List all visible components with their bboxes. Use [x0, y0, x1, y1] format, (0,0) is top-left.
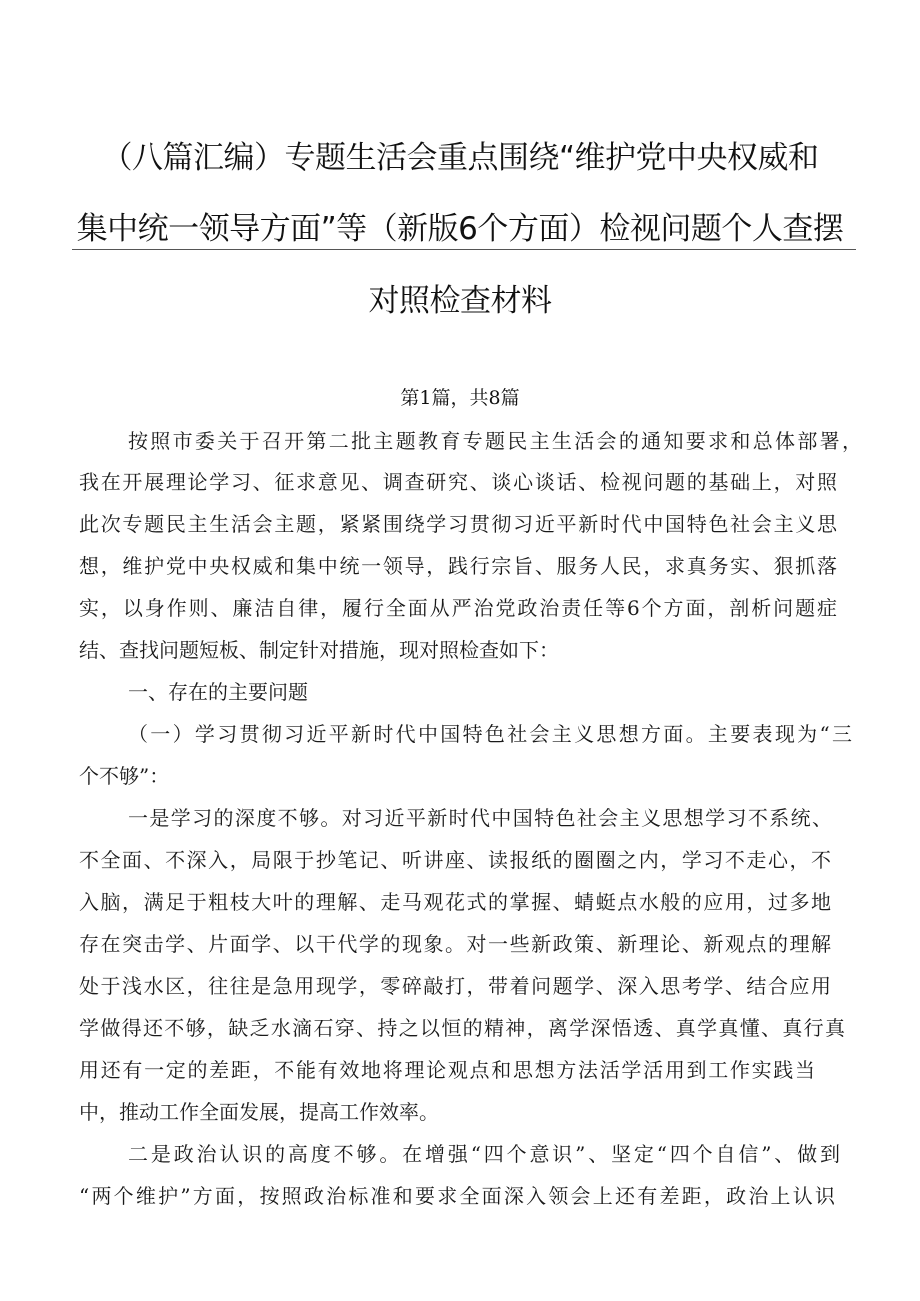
body-line: 个不够”： [79, 764, 170, 788]
subsection-heading: （一）学习贯彻习近平新时代中国特色社会主义思想方面。主要表现为“三 [128, 722, 852, 746]
body-line: 我在开展理论学习、征求意见、调查研究、谈心谈话、检视问题的基础上，对照 [79, 470, 837, 494]
title-underline-divider [72, 249, 856, 250]
body-line: 中，推动工作全面发展，提高工作效率。 [79, 1100, 439, 1124]
body-line: 实，以身作则、廉洁自律，履行全面从严治党政治责任等6个方面，剖析问题症 [79, 596, 837, 620]
document-title-line-3: 对照检查材料 [368, 283, 552, 319]
body-line: 想，维护党中央权威和集中统一领导，践行宗旨、服务人民，求真务实、狠抓落 [79, 554, 837, 578]
document-title-line-2: 集中统一领导方面”等（新版6个方面）检视问题个人查摆 [76, 211, 844, 247]
body-line: 用还有一定的差距，不能有效地将理论观点和思想方法活学活用到工作实践当 [79, 1058, 815, 1082]
body-line: 一是学习的深度不够。对习近平新时代中国特色社会主义思想学习不系统、 [128, 806, 832, 830]
body-line: 学做得还不够，缺乏水滴石穿、持之以恒的精神，离学深悟透、真学真懂、真行真 [79, 1016, 845, 1040]
body-line: “两个维护”方面，按照政治标准和要求全面深入领会上还有差距，政治上认识 [79, 1184, 835, 1208]
body-line: 按照市委关于召开第二批主题教育专题民主生活会的通知要求和总体部署， [128, 429, 862, 453]
body-line: 入脑，满足于粗枝大叶的理解、走马观花式的掌握、蜻蜓点水般的应用，过多地 [79, 890, 831, 914]
section-heading: 一、存在的主要问题 [128, 680, 308, 704]
part-indicator: 第1篇，共8篇 [400, 387, 520, 409]
body-line: 处于浅水区，往往是急用现学，零碎敲打，带着问题学、深入思考学、结合应用 [79, 974, 831, 998]
document-title-line-1: （八篇汇编）专题生活会重点围绕“维护党中央权威和 [101, 140, 819, 176]
body-line: 存在突击学、片面学、以干代学的现象。对一些新政策、新理论、新观点的理解 [79, 932, 831, 956]
body-line: 二是政治认识的高度不够。在增强“四个意识”、坚定“四个自信”、做到 [128, 1142, 840, 1166]
body-line: 结、查找问题短板、制定针对措施，现对照检查如下： [79, 638, 559, 662]
body-line: 此次专题民主生活会主题，紧紧围绕学习贯彻习近平新时代中国特色社会主义思 [79, 512, 837, 536]
body-line: 不全面、不深入，局限于抄笔记、听讲座、读报纸的圈圈之内，学习不走心，不 [79, 848, 831, 872]
